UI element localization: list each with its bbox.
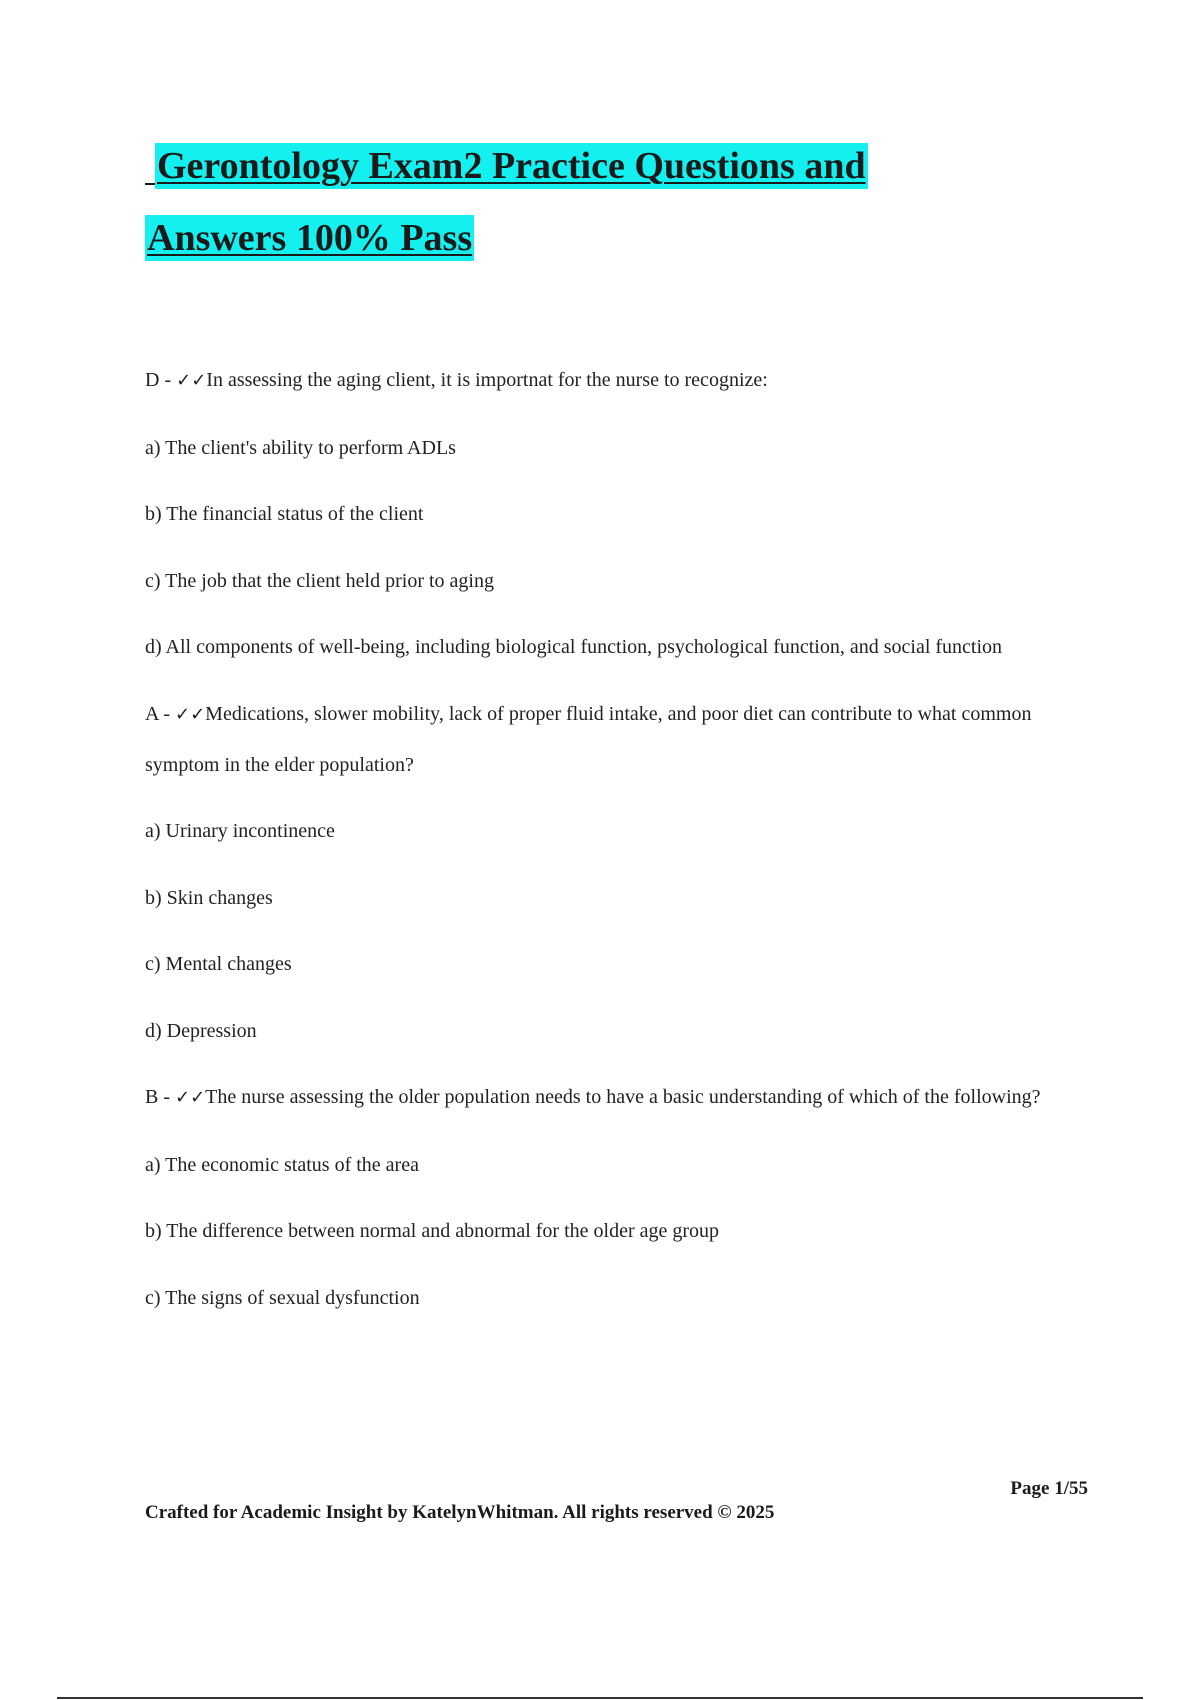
answer-option: c) The job that the client held prior to aging <box>145 569 494 592</box>
title-line-2: Answers 100% Pass <box>147 217 473 259</box>
answer-option: b) The financial status of the client <box>145 503 424 525</box>
question-text: In assessing the aging client, it is importnat for the nurse to recognize: <box>206 369 768 391</box>
answer-option: d) Depression <box>145 1019 257 1042</box>
footer-credit: Crafted for Academic Insight by KatelynWhitman. All rights reserved © 2025 <box>145 1502 775 1523</box>
answer-option: b) The difference between normal and abnormal for the older age group <box>145 1220 720 1242</box>
answer-option: b) Skin changes <box>145 886 273 909</box>
answer-key: B - <box>145 1086 175 1108</box>
double-check-icon: ✓✓ <box>176 370 207 391</box>
answer-key: A - <box>145 702 175 725</box>
answer-option: c) The signs of sexual dysfunction <box>145 1286 420 1309</box>
answer-option: a) Urinary incontinence <box>145 820 335 842</box>
question-list <box>145 355 1065 1339</box>
question-stem <box>145 1072 1065 1123</box>
question-text: The nurse assessing the older population needs to have a basic understanding of which of the following? <box>205 1086 1041 1108</box>
question-text: Medications, slower mobility, lack of proper fluid intake, and poor diet can contribute to what common symptom in the elder population? <box>145 702 1032 776</box>
page-number: Page 1/55 <box>1010 1478 1088 1499</box>
answer-option: c) Mental changes <box>145 953 292 975</box>
answer-option: a) The client's ability to perform ADLs <box>145 436 456 459</box>
double-check-icon: ✓✓ <box>175 1087 206 1108</box>
question-stem <box>145 355 1065 406</box>
answer-option: a) The economic status of the area <box>145 1153 419 1176</box>
page-bottom-rule <box>57 1697 1143 1699</box>
answer-option: d) All components of well-being, including biological function, psychological function, and social function <box>145 636 1003 658</box>
question-stem <box>145 689 1065 790</box>
answer-key: D - <box>145 369 177 391</box>
double-check-icon: ✓✓ <box>175 703 206 725</box>
title-line-1: Gerontology Exam2 Practice Questions and <box>157 145 866 187</box>
